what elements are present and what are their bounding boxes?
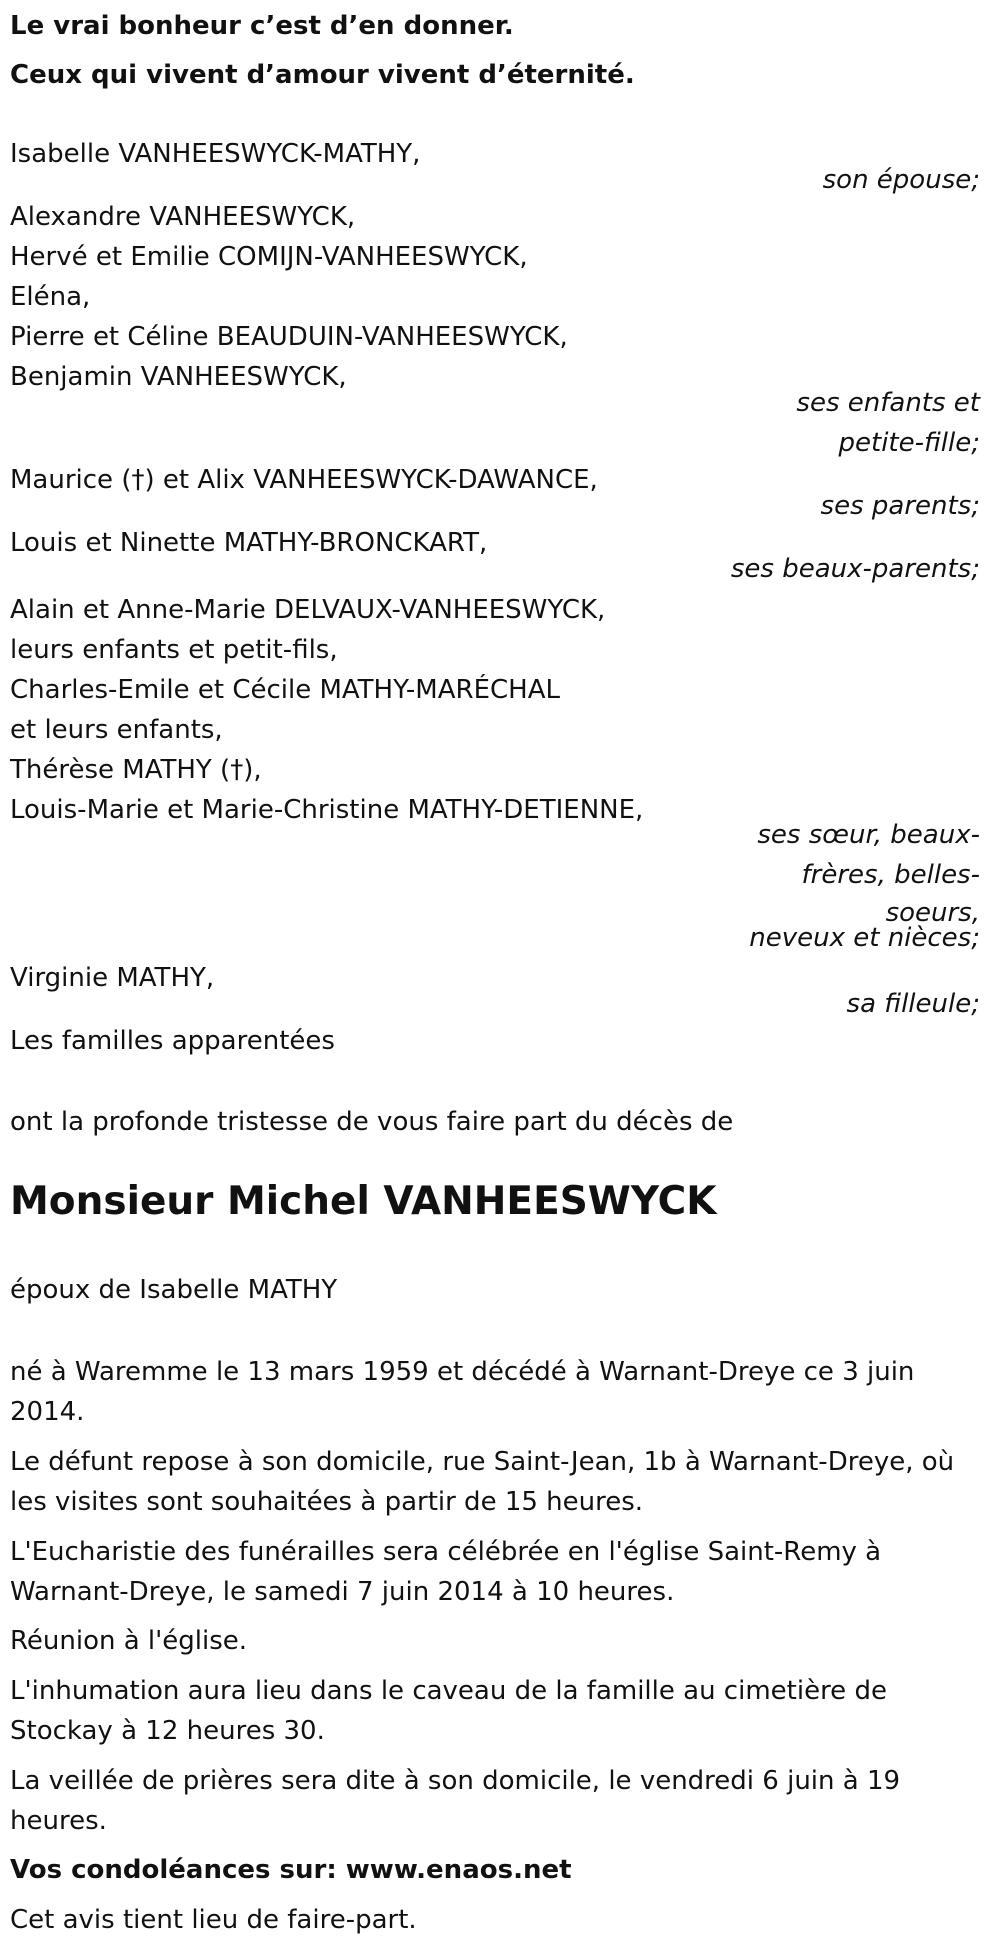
siblings-role-line-2: frères, belles- [801,860,980,890]
viewing-info: Le défunt repose à son domicile, rue Saint-Jean, 1b à Warnant-Dreye, où les visites sont souhaitées à partir de 15 heures. [10,1447,955,1517]
siblings-role-line-4: neveux et nièces; [749,923,980,953]
spouse-role: son épouse; [822,165,980,195]
sibling-line: leurs enfants et petit-fils, [10,635,338,665]
child-name: Hervé et Emilie COMIJN-VANHEESWYCK, [10,242,528,272]
footer-note: Cet avis tient lieu de faire-part. [10,1905,417,1935]
sibling-line: et leurs enfants, [10,715,223,745]
parents-role: ses parents; [820,491,980,521]
quote-line-1: Le vrai bonheur c’est d’en donner. [10,11,514,41]
announcement-text: ont la profonde tristesse de vous faire part du décès de [10,1107,734,1137]
birth-death-info: né à Waremme le 13 mars 1959 et décédé à Warnant-Dreye ce 3 juin 2014. [10,1357,915,1427]
in-laws-name: Louis et Ninette MATHY-BRONCKART, [10,528,488,558]
children-role-line-2: petite-fille; [838,428,980,458]
goddaughter-name: Virginie MATHY, [10,963,215,993]
parents-name: Maurice (†) et Alix VANHEESWYCK-DAWANCE, [10,465,598,495]
spouse-name: Isabelle VANHEESWYCK-MATHY, [10,139,421,169]
quote-line-2: Ceux qui vivent d’amour vivent d’éternité. [10,60,635,90]
in-laws-role: ses beaux-parents; [730,554,980,584]
deceased-name: Monsieur Michel VANHEESWYCK [10,1179,717,1224]
child-name: Alexandre VANHEESWYCK, [10,202,356,232]
condolences-link[interactable]: Vos condoléances sur: www.enaos.net [10,1855,572,1885]
sibling-line: Thérèse MATHY (†), [10,755,262,785]
deceased-spouse-of: époux de Isabelle MATHY [10,1275,338,1305]
siblings-role-line-3: soeurs, [885,898,980,928]
sibling-line: Alain et Anne-Marie DELVAUX-VANHEESWYCK, [10,595,606,625]
funeral-mass-info: L'Eucharistie des funérailles sera célébrée en l'église Saint-Remy à Warnant-Dreye, le samedi 7 juin 2014 à 10 heures. [10,1537,882,1607]
related-families: Les familles apparentées [10,1026,335,1056]
siblings-role-line-1: ses sœur, beaux- [757,820,980,850]
church-meeting-info: Réunion à l'église. [10,1626,248,1656]
child-name: Eléna, [10,282,91,312]
child-name: Benjamin VANHEESWYCK, [10,362,347,392]
sibling-line: Louis-Marie et Marie-Christine MATHY-DETIENNE, [10,795,644,825]
prayer-vigil-info: La veillée de prières sera dite à son domicile, le vendredi 6 juin à 19 heures. [10,1766,901,1836]
child-name: Pierre et Céline BEAUDUIN-VANHEESWYCK, [10,322,568,352]
burial-info: L'inhumation aura lieu dans le caveau de la famille au cimetière de Stockay à 12 heures 30. [10,1676,887,1746]
goddaughter-role: sa filleule; [846,989,980,1019]
sibling-line: Charles-Emile et Cécile MATHY-MARÉCHAL [10,675,560,705]
children-role-line-1: ses enfants et [796,388,980,418]
